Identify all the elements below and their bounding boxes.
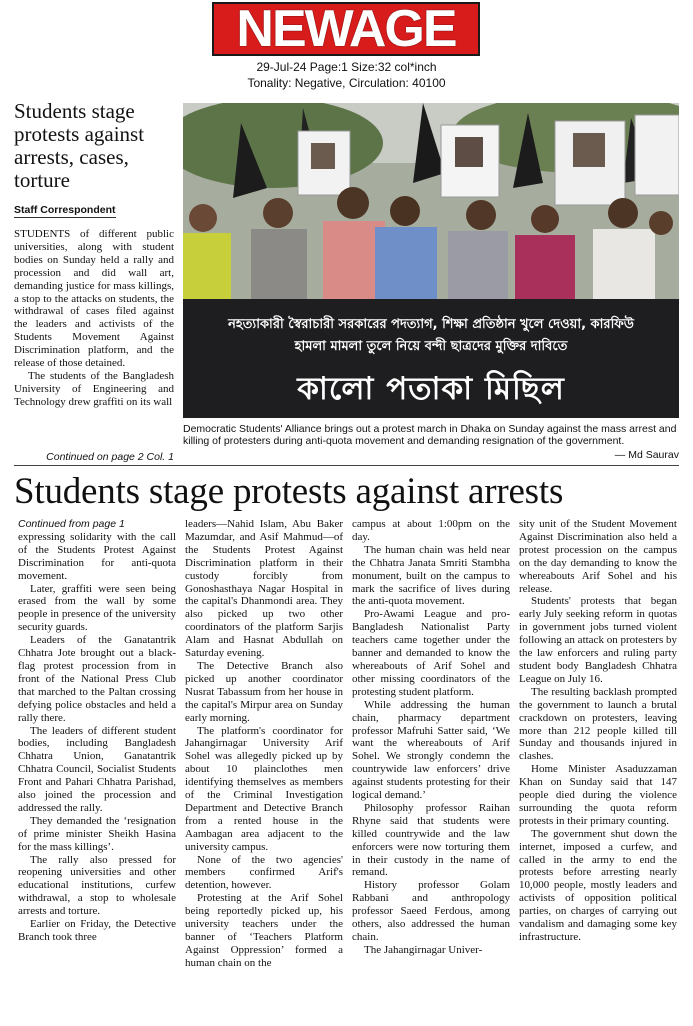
article-paragraph: The Detective Branch also picked up another coordinator Nusrat Tabassum from her house in the capital's Mirpur area on Sunday early morning. [185, 659, 343, 724]
lead-body [14, 228, 174, 409]
article-paragraph: Later, graffiti were seen being erased from the wall by some people in presence of the university security guards. [18, 582, 176, 634]
clipping-meta-date: 29-Jul-24 Page:1 Size:32 col*inch [256, 60, 437, 74]
article-paragraph: They demanded the ‘resignation of prime minister Sheikh Hasina for the mass killings’. [18, 814, 176, 853]
article-paragraph: campus at about 1:00pm on the day. [352, 518, 510, 543]
photo-caption: Democratic Students' Alliance brings out a protest march in Dhaka on Sunday against the mass arrest and killing of protesters during anti-quota movement and demanding resignation of the government. [183, 423, 677, 448]
continued-from-note: Continued from page 1 [18, 518, 125, 530]
newspaper-logo [212, 2, 480, 56]
article-paragraph: Protesting at the Arif Sohel being reportedly picked up, his university teachers under the banner of ‘Teachers Platform Against Oppression’ formed a human chain on the [185, 892, 343, 969]
article-paragraph: Home Minister Asaduzzaman Khan on Sunday said that 147 people died during the violence surrounding the quota reform protests in their primary counting. [519, 763, 677, 827]
article-paragraph: History professor Golam Rabbani and anthropology professor Saeed Ferdous, among others, also addressed the human chain. [352, 879, 510, 943]
lead-paragraph: The students of the Bangladesh University of Engineering and Technology drew graffiti on its wall [14, 369, 174, 408]
article-paragraph: Pro-Awami League and pro-Bangladesh Nationalist Party teachers came together under the banner and demanded to know the whereabouts of Arif Sohel and other missing coordinators of the protesting student platform. [352, 608, 510, 698]
article-paragraph: While addressing the human chain, pharmacy department professor Mafruhi Satter said, ‘We want the whereabouts of Arif Sohel. We strongly condemn the countrywide law enforcers’ drive against students protesting for their logical demand.’ [352, 698, 510, 802]
logo-text: NEWAGE [236, 0, 456, 58]
article-paragraph: The government shut down the internet, imposed a curfew, and called in the army to end the protests before arresting nearly 10,000 people, mostly leaders and activists of opposition political parties, on charges of carrying out vandalism and damaging some key infrastructure. [519, 827, 677, 943]
article-paragraph: Leaders of the Ganatantrik Chhatra Jote brought out a black-flag protest procession from in front of the National Press Club that marched to the Paltan crossing defying police obstacles and held a rally there. [18, 634, 176, 724]
article-paragraph: The rally also pressed for reopening universities and other educational institutions, curfew withdrawal, a stop to wholesale arrests and torture. [18, 853, 176, 918]
article-column-4 [519, 518, 677, 944]
lead-paragraph: STUDENTS of different public universities, along with student bodies on Sunday held a rally and procession and did wall art, demanding justice for mass killings, a stop to the attacks on students, the withdrawal of cases filed against the leaders and activists of the Students Movement Against Discrimination platform, and the release of those detained. [14, 228, 174, 370]
photo-scene [183, 103, 679, 303]
article-paragraph: The leaders of different student bodies, including Bangladesh Chhatra Union, Ganatantrik Chhatra Council, Socialist Students Front and Pahari Chhatra Parishad, also joined the procession and addressed the rally. [18, 724, 176, 814]
section-divider [14, 465, 679, 466]
protest-photo [183, 103, 679, 418]
article-paragraph: Students' protests that began early July seeking reform in quotas in government jobs turned violent following an attack on protesters by the law enforcers and ruling party student body Bangladesh Chhatra League on July 16. [519, 595, 677, 685]
article-paragraph: Earlier on Friday, the Detective Branch took three [18, 918, 176, 943]
photo-credit: — Md Saurav [614, 449, 679, 461]
article-paragraph: None of the two agencies' members confirmed Arif's detention, however. [185, 853, 343, 892]
banner-slogan: কালো পতাকা মিছিল [297, 371, 565, 407]
protest-banner [183, 299, 679, 418]
continued-note: Continued on page 2 Col. 1 [46, 451, 174, 463]
article-paragraph: leaders—Nahid Islam, Abu Baker Mazumdar, and Asif Mahmud—of the Students Protest Against Discrimination platform in their custody forcibly from Gonoshasthaya Nagar Hospital in the capital's Dhanmondi area. They also picked up two other coordinators of the platform Sarjis Alam and Hasnat Abdullah on Saturday evening. [185, 518, 343, 660]
article-paragraph: Philosophy professor Raihan Rhyne said that students were killed countrywide and the law enforcers were now torturing them in their custody in the name of remand. [352, 801, 510, 879]
article-paragraph: The platform's coordinator for Jahangirnagar University Arif Sohel was allegedly picked up by about 10 plainclothes men identifying themselves as members of the Criminal Investigation Department and Detective Branch from a rented house in the Aambagan area adjacent to the university campus. [185, 724, 343, 853]
article-column-1 [18, 518, 176, 944]
lead-headline: Students stage protests against arrests, cases, torture [14, 99, 145, 192]
byline: Staff Correspondent [14, 204, 116, 216]
article-paragraph: The resulting backlash prompted the government to launch a brutal crackdown on protesters, leaving more than 212 people killed till Sunday and thousands injured in clashes. [519, 685, 677, 763]
article-paragraph: expressing solidarity with the call of the Students Protest Against Discrimination for anti-quota movement. [18, 530, 176, 582]
jump-headline: Students stage protests against arrests [14, 471, 564, 512]
article-paragraph: The human chain was held near the Chhatra Janata Smriti Stambha monument, built on the campus to mark the sacrifice of lives during the anti-quota movement. [352, 543, 510, 608]
clipping-meta-tonality: Tonality: Negative, Circulation: 40100 [247, 76, 446, 90]
article-paragraph: sity unit of the Student Movement Against Discrimination also held a protest procession on the campus on the day demanding to know the whereabouts Arif Sohel and his release. [519, 518, 677, 595]
banner-line: নহত্যাকারী স্বৈরাচারী সরকারের পদত্যাগ, শিক্ষা প্রতিষ্ঠান খুলে দেওয়া, কারফিউ [228, 317, 634, 332]
article-column-3 [352, 518, 510, 957]
article-paragraph: The Jahangirnagar Univer- [364, 943, 483, 956]
article-column-2 [185, 518, 343, 970]
banner-line: হামলা মামলা তুলে নিয়ে বন্দী ছাত্রদের মুক্তির দাবিতে [294, 339, 568, 354]
